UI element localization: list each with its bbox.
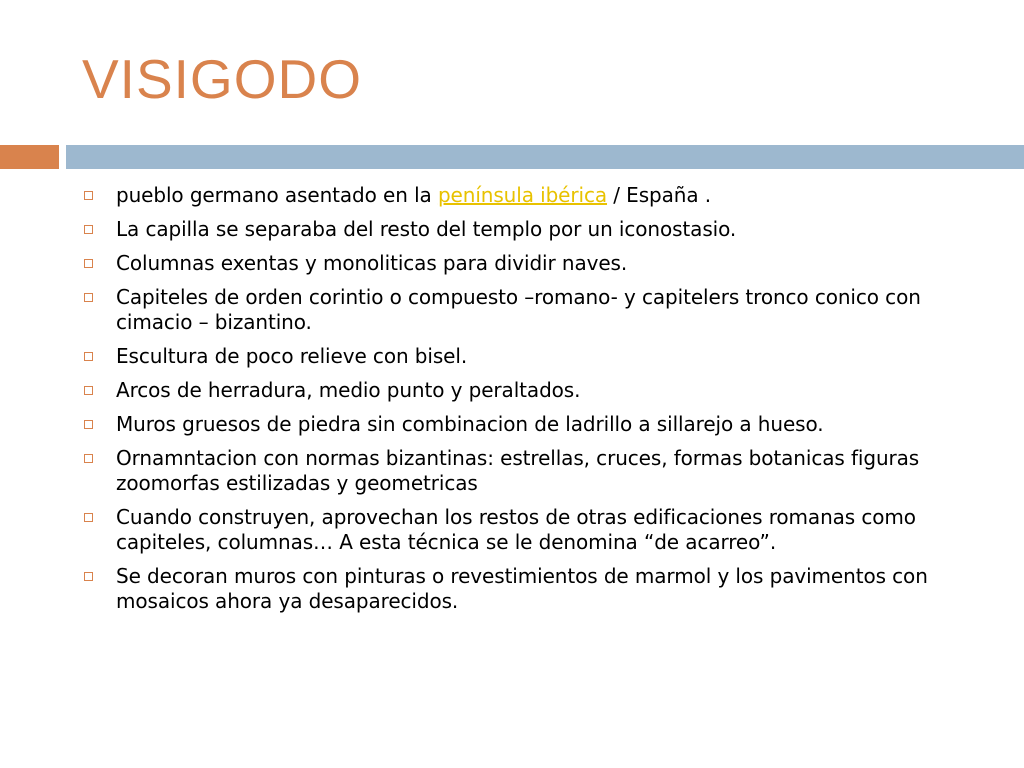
bullet-square-icon (84, 191, 93, 200)
list-item (80, 446, 1000, 496)
list-item (80, 378, 1000, 403)
list-item (80, 217, 1000, 242)
bullet-text: Ornamntacion con normas bizantinas: estrellas, cruces, formas botanicas figuras zoomorfas estilizadas y geometricas (116, 446, 920, 495)
list-item (80, 251, 1000, 276)
bullet-text: Columnas exentas y monoliticas para dividir naves. (116, 251, 628, 275)
bullet-square-icon (84, 293, 93, 302)
list-item (80, 344, 1000, 369)
bullet-list (80, 183, 1000, 623)
list-item (80, 564, 1000, 614)
bullet-square-icon (84, 259, 93, 268)
bullet-text: Se decoran muros con pinturas o revestimientos de marmol y los pavimentos con mosaicos ahora ya desaparecidos. (116, 564, 928, 613)
slide-title: VISIGODO (82, 48, 362, 110)
peninsula-iberica-link[interactable]: península ibérica (437, 183, 608, 207)
bullet-square-icon (84, 513, 93, 522)
bullet-text: Capiteles de orden corintio o compuesto –romano- y capitelers tronco conico con cimacio – bizantino. (116, 285, 921, 334)
bullet-square-icon (84, 572, 93, 581)
bullet-square-icon (84, 420, 93, 429)
bullet-square-icon (84, 352, 93, 361)
bullet-square-icon (84, 454, 93, 463)
title-accent-bar (0, 145, 59, 169)
bullet-square-icon (84, 386, 93, 395)
bullet-square-icon (84, 225, 93, 234)
bullet-text: La capilla se separaba del resto del templo por un iconostasio. (116, 217, 737, 241)
list-item (80, 285, 1000, 335)
bullet-text: Cuando construyen, aprovechan los restos de otras edificaciones romanas como capiteles, columnas… A esta técnica se le denomina “de acarreo”. (116, 505, 916, 554)
title-divider-bar (66, 145, 1024, 169)
bullet-text: Escultura de poco relieve con bisel. (116, 344, 468, 368)
bullet-text: Muros gruesos de piedra sin combinacion de ladrillo a sillarejo a hueso. (116, 412, 824, 436)
list-item (80, 183, 1000, 208)
bullet-text: Arcos de herradura, medio punto y peraltados. (116, 378, 581, 402)
bullet-text-before-link: pueblo germano asentado en la (116, 183, 438, 207)
list-item (80, 505, 1000, 555)
list-item (80, 412, 1000, 437)
bullet-text-after-link: / España . (607, 183, 712, 207)
